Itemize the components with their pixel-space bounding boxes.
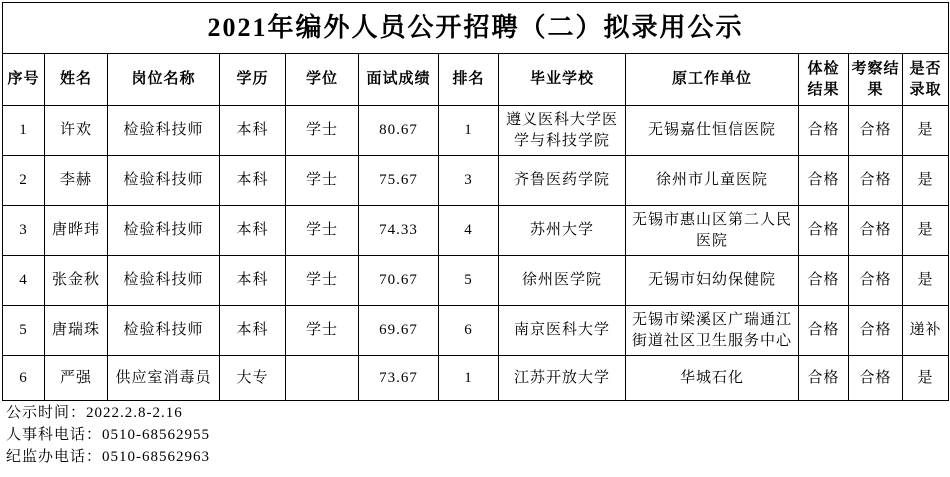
table-cell: 2 xyxy=(3,156,45,206)
table-cell: 唐瑞珠 xyxy=(45,306,108,356)
table-cell: 合格 xyxy=(799,156,849,206)
table-cell: 是 xyxy=(903,256,949,306)
table-cell: 无锡市妇幼保健院 xyxy=(626,256,799,306)
table-cell: 李赫 xyxy=(45,156,108,206)
table-cell: 无锡市惠山区第二人民医院 xyxy=(626,206,799,256)
table-row xyxy=(3,156,949,206)
table-row xyxy=(3,106,949,156)
table-cell: 遵义医科大学医学与科技学院 xyxy=(499,106,626,156)
page-title: 2021年编外人员公开招聘（二）拟录用公示 xyxy=(3,3,949,54)
table-cell: 学士 xyxy=(286,106,359,156)
table-cell: 齐鲁医药学院 xyxy=(499,156,626,206)
table-cell: 本科 xyxy=(220,156,286,206)
table-cell: 江苏开放大学 xyxy=(499,356,626,401)
table-cell xyxy=(286,356,359,401)
table-cell: 本科 xyxy=(220,256,286,306)
table-cell: 74.33 xyxy=(359,206,439,256)
table-cell: 学士 xyxy=(286,206,359,256)
table-cell: 徐州市儿童医院 xyxy=(626,156,799,206)
table-cell: 73.67 xyxy=(359,356,439,401)
table-cell: 徐州医学院 xyxy=(499,256,626,306)
column-header-school: 毕业学校 xyxy=(499,54,626,106)
table-cell: 合格 xyxy=(799,256,849,306)
column-header-former-employer: 原工作单位 xyxy=(626,54,799,106)
table-cell: 无锡市梁溪区广瑞通江街道社区卫生服务中心 xyxy=(626,306,799,356)
column-header-rank: 排名 xyxy=(439,54,499,106)
table-cell: 递补 xyxy=(903,306,949,356)
column-header-inspection: 考察结果 xyxy=(849,54,903,106)
table-cell: 学士 xyxy=(286,256,359,306)
table-cell: 检验科技师 xyxy=(108,156,220,206)
table-cell: 69.67 xyxy=(359,306,439,356)
table-cell: 华城石化 xyxy=(626,356,799,401)
table-cell: 4 xyxy=(439,206,499,256)
table-cell: 许欢 xyxy=(45,106,108,156)
table-header-row xyxy=(3,54,949,106)
footer-hr-phone: 人事科电话：0510-68562955 xyxy=(6,427,210,443)
table-cell: 本科 xyxy=(220,206,286,256)
footer-supervision-phone: 纪监办电话：0510-68562963 xyxy=(6,449,210,465)
table-cell: 合格 xyxy=(849,356,903,401)
title-row xyxy=(3,3,949,54)
table-row xyxy=(3,356,949,401)
table-cell: 合格 xyxy=(849,106,903,156)
table-cell: 5 xyxy=(3,306,45,356)
table-cell: 无锡嘉仕恒信医院 xyxy=(626,106,799,156)
column-header-degree: 学位 xyxy=(286,54,359,106)
footer-notes xyxy=(6,402,210,468)
table-row xyxy=(3,256,949,306)
table-cell: 70.67 xyxy=(359,256,439,306)
table-cell: 本科 xyxy=(220,106,286,156)
table-cell: 合格 xyxy=(799,206,849,256)
table-cell: 南京医科大学 xyxy=(499,306,626,356)
table-cell: 1 xyxy=(439,356,499,401)
footer-publicity-time: 公示时间：2022.2.8-2.16 xyxy=(6,405,183,421)
table-cell: 检验科技师 xyxy=(108,106,220,156)
table-cell: 1 xyxy=(439,106,499,156)
table-cell: 是 xyxy=(903,206,949,256)
table-cell: 1 xyxy=(3,106,45,156)
table-cell: 张金秋 xyxy=(45,256,108,306)
column-header-interview-score: 面试成绩 xyxy=(359,54,439,106)
table-cell: 合格 xyxy=(849,306,903,356)
table-cell: 合格 xyxy=(849,156,903,206)
table-cell: 供应室消毒员 xyxy=(108,356,220,401)
table-cell: 检验科技师 xyxy=(108,206,220,256)
table-cell: 合格 xyxy=(799,106,849,156)
table-cell: 3 xyxy=(439,156,499,206)
table-cell: 6 xyxy=(439,306,499,356)
table-cell: 是 xyxy=(903,356,949,401)
table-cell: 4 xyxy=(3,256,45,306)
table-cell: 本科 xyxy=(220,306,286,356)
table-cell: 80.67 xyxy=(359,106,439,156)
table-cell: 唐晔玮 xyxy=(45,206,108,256)
table-cell: 检验科技师 xyxy=(108,256,220,306)
table-cell: 学士 xyxy=(286,156,359,206)
recruitment-table xyxy=(2,2,949,401)
table-row xyxy=(3,206,949,256)
table-cell: 3 xyxy=(3,206,45,256)
column-header-name: 姓名 xyxy=(45,54,108,106)
table-row xyxy=(3,306,949,356)
table-cell: 合格 xyxy=(849,256,903,306)
column-header-admitted: 是否录取 xyxy=(903,54,949,106)
column-header-physical-exam: 体检结果 xyxy=(799,54,849,106)
column-header-education: 学历 xyxy=(220,54,286,106)
table-cell: 是 xyxy=(903,156,949,206)
table-cell: 学士 xyxy=(286,306,359,356)
table-cell: 大专 xyxy=(220,356,286,401)
table-cell: 严强 xyxy=(45,356,108,401)
table-cell: 75.67 xyxy=(359,156,439,206)
table-cell: 5 xyxy=(439,256,499,306)
column-header-index: 序号 xyxy=(3,54,45,106)
column-header-position: 岗位名称 xyxy=(108,54,220,106)
table-cell: 合格 xyxy=(849,206,903,256)
table-cell: 检验科技师 xyxy=(108,306,220,356)
table-cell: 合格 xyxy=(799,306,849,356)
table-cell: 6 xyxy=(3,356,45,401)
table-cell: 是 xyxy=(903,106,949,156)
table-cell: 合格 xyxy=(799,356,849,401)
table-cell: 苏州大学 xyxy=(499,206,626,256)
